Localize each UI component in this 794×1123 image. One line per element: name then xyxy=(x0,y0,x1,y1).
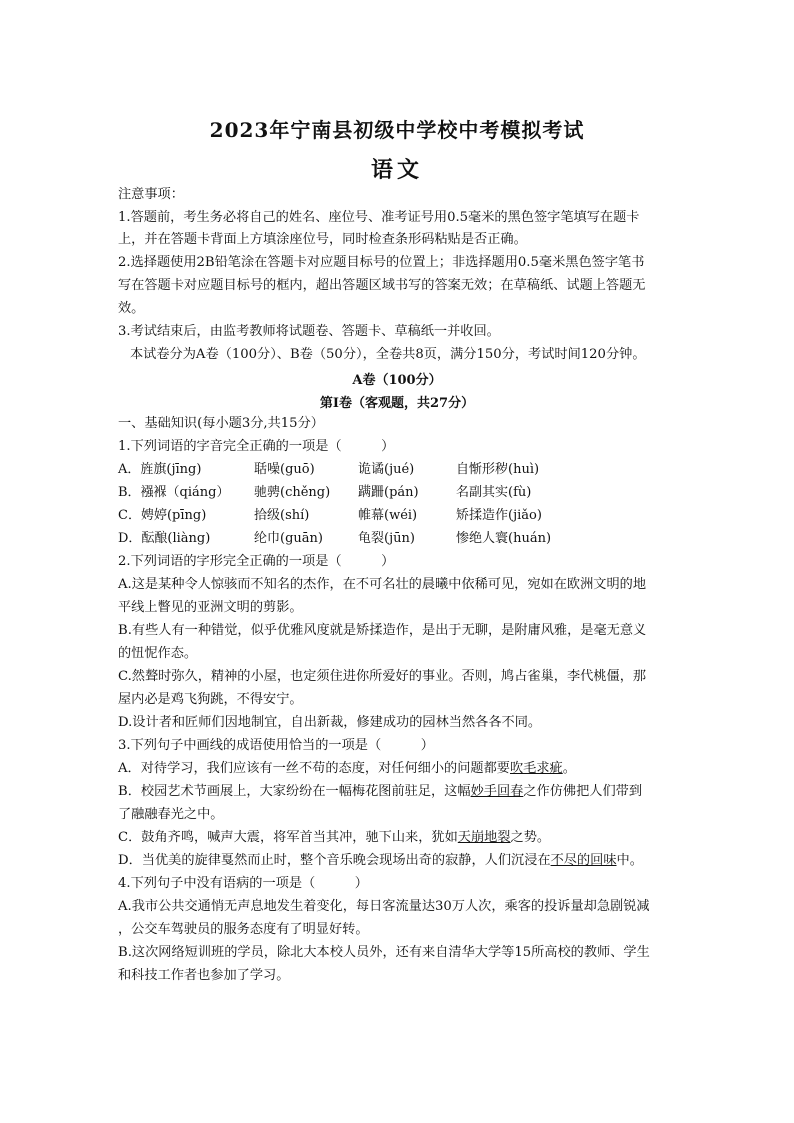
note-line: 3.考试结束后，由监考教师将试题卷、答题卡、草稿纸一并收回。 xyxy=(118,324,500,339)
option-word: 诡谲(jué) xyxy=(358,462,415,477)
underlined-idiom: 不尽的回味 xyxy=(550,853,617,868)
q2-stem: 2.下列词语的字形完全正确的一项是（ ） xyxy=(118,554,395,569)
option-word: 聒噪(guō) xyxy=(254,462,315,477)
option-text: B．校园艺术节画展上，大家纷纷在一幅梅花图前驻足，这幅 xyxy=(118,784,471,799)
notes-heading: 注意事项： xyxy=(118,187,184,202)
q2-line: 平线上瞥见的亚洲文明的剪影。 xyxy=(118,600,303,615)
option-word: 拾级(shí) xyxy=(254,508,310,523)
q2-line: A.这是某种令人惊骇而不知名的杰作，在不可名壮的晨曦中依稀可见，宛如在欧洲文明的地 xyxy=(118,577,647,592)
note-line: 2.选择题使用2B铅笔涂在答题卡对应题目标号的位置上；非选择题用0.5毫米黑色签字笔书 xyxy=(118,255,645,270)
option-word: A．旌旗(jīng) xyxy=(118,462,202,477)
q3-option-d xyxy=(118,852,643,870)
q3-option-c xyxy=(118,829,550,847)
q3-option-b-cont: 了融融春光之中。 xyxy=(118,807,224,822)
option-word: 蹒跚(pán) xyxy=(358,485,419,500)
q2-line: B.有些人有一种错觉，似乎优雅风度就是矫揉造作，是出于无聊，是附庸风雅，是毫无意义 xyxy=(118,623,647,638)
option-word: B．襁褓（qiáng） xyxy=(118,485,230,500)
exam-title: 2023年宁南县初级中学校中考模拟考试 xyxy=(209,118,585,142)
q2-line: 的忸怩作态。 xyxy=(118,646,198,661)
option-word: 龟裂(jūn) xyxy=(358,531,415,546)
option-word: 名副其实(fù) xyxy=(456,485,532,500)
option-text: 之势。 xyxy=(510,830,551,845)
section-a-heading: A卷（100分） xyxy=(352,373,442,388)
option-text: 之作仿佛把人们带到 xyxy=(523,784,643,799)
q3-option-a xyxy=(118,760,576,778)
q4-stem: 4.下列句子中没有语病的一项是（ ） xyxy=(118,876,368,891)
q4-line: ，公交车驾驶员的服务态度有了明显好转。 xyxy=(118,922,369,937)
note-line: 1.答题前，考生务必将自己的姓名、座位号、准考证号用0.5毫米的黑色签字笔填写在题卡 xyxy=(118,210,640,225)
q3-option-b xyxy=(118,783,642,801)
q2-line: C.然聱时弥久，精神的小屋，也定须住进你所爱好的事业。否则，鸠占雀巢，李代桃僵，那 xyxy=(118,669,647,684)
q2-line: D.设计者和匠师们因地制宜，自出新裁，修建成功的园林当然各各不同。 xyxy=(118,715,542,730)
option-text: D．当优美的旋律戛然而止时，整个音乐晚会现场出奇的寂静，人们沉浸在 xyxy=(118,853,551,868)
option-text: C．鼓角齐鸣，喊声大震，将军首当其冲，驰下山来，犹如 xyxy=(118,830,458,845)
option-word: 纶巾(guān) xyxy=(254,531,323,546)
q4-line: B.这次网络短训班的学员，除北大本校人员外，还有来自清华大学等15所高校的教师、学生 xyxy=(118,945,650,960)
note-line: 效。 xyxy=(118,301,145,316)
option-word: 矫揉造作(jiǎo) xyxy=(456,508,542,523)
underlined-idiom: 天崩地裂 xyxy=(457,830,511,845)
note-line: 写在答题卡对应题目标号的框内，超出答题区域书写的答案无效；在草稿纸、试题上答题无 xyxy=(118,278,646,293)
section-1-heading: 一、基础知识(每小题3分,共15分） xyxy=(118,416,324,431)
exam-info-line: 本试卷分为A卷（100分）、B卷（50分），全卷共8页，满分150分，考试时间120分钟。 xyxy=(130,347,646,362)
option-text: 中。 xyxy=(616,853,643,868)
underlined-idiom: 妙手回春 xyxy=(470,784,524,799)
q2-line: 屋内必是鸡飞狗跳，不得安宁。 xyxy=(118,692,303,707)
q4-line: 和科技工作者也参加了学习。 xyxy=(118,968,290,983)
q3-stem: 3.下列句子中画线的成语使用恰当的一项是（ ） xyxy=(118,738,434,753)
part-1-heading: 第Ⅰ卷（客观题，共27分） xyxy=(319,396,475,411)
option-word: C．娉婷(pīng) xyxy=(118,508,207,523)
option-word: 驰骋(chěng) xyxy=(254,485,331,500)
option-word: 惨绝人寰(huán) xyxy=(456,531,552,546)
option-word: D．酝酿(liàng) xyxy=(118,531,211,546)
q1-stem: 1.下列词语的字音完全正确的一项是（ ） xyxy=(118,439,395,454)
option-word: 自惭形秽(huì) xyxy=(456,462,540,477)
option-text: A．对待学习，我们应该有一丝不苟的态度，对任何细小的问题都要 xyxy=(118,761,510,776)
q4-line: A.我市公共交通悄无声息地发生着变化，每日客流量达30万人次，乘客的投诉量却急剧锐减 xyxy=(118,899,650,914)
option-text: 。 xyxy=(562,761,576,776)
option-word: 帷幕(wéi) xyxy=(358,508,418,523)
subject-title: 语文 xyxy=(370,157,423,183)
underlined-idiom: 吹毛求疵 xyxy=(509,761,563,776)
note-line: 上，并在答题卡背面上方填涂座位号，同时检查条形码粘贴是否正确。 xyxy=(118,232,527,247)
